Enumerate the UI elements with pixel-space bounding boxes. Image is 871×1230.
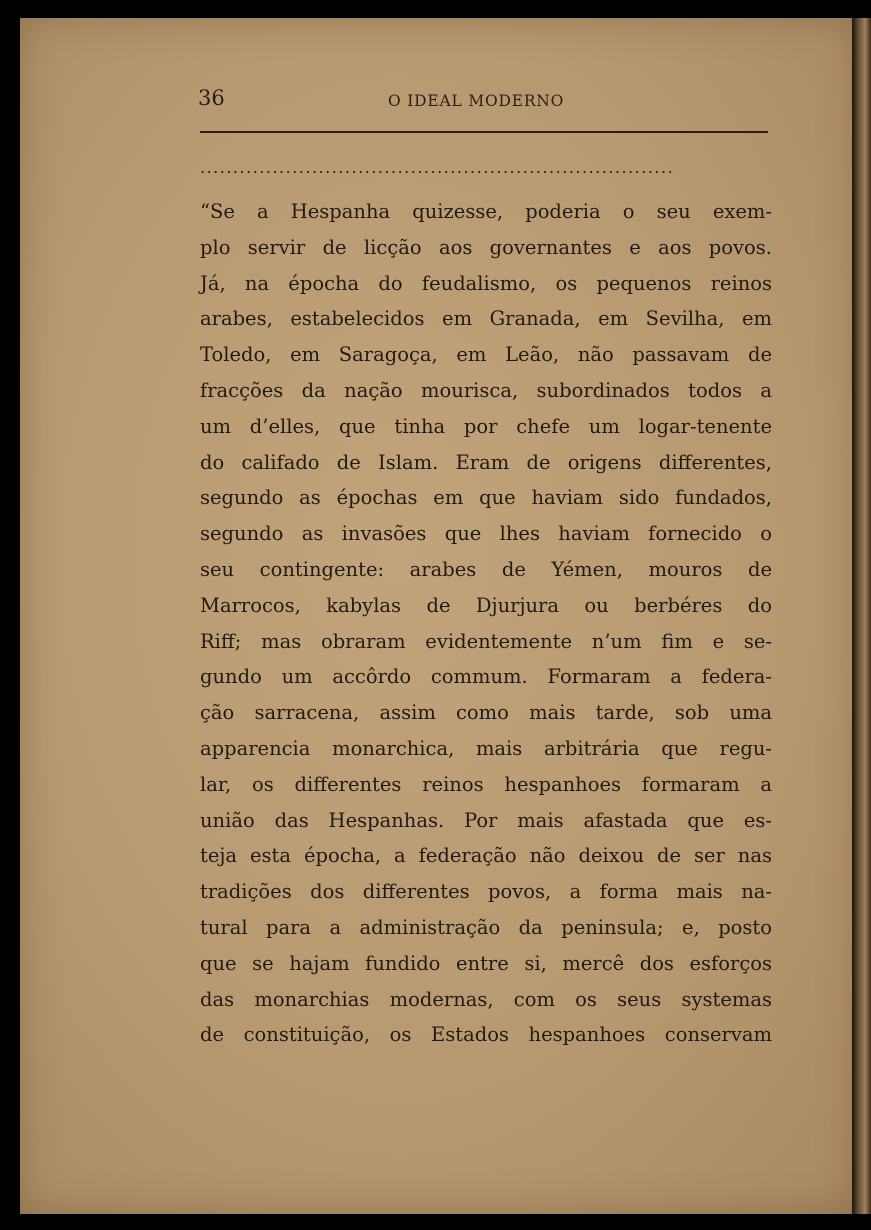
text-line: plo servir de licção aos governantes e aos povos.: [200, 235, 772, 259]
text-line: segundo as invasões que lhes haviam fornecido o: [200, 522, 772, 546]
text-line: Já, na épocha do feudalismo, os pequenos reinos: [200, 271, 772, 295]
text-line: lar, os differentes reinos hespanhoes formaram a: [200, 772, 772, 796]
text-line: teja esta épocha, a federação não deixou de ser nas: [200, 844, 772, 868]
text-line: de constituição, os Estados hespanhoes conservam: [200, 1023, 772, 1047]
page-header: [180, 76, 768, 116]
header-rule: [200, 131, 768, 133]
page-number: 36: [198, 86, 225, 110]
text-line: ção sarracena, assim como mais tarde, sob uma: [200, 701, 772, 725]
text-line: das monarchias modernas, com os seus systemas: [200, 987, 772, 1011]
text-line: arabes, estabelecidos em Granada, em Sevilha, em: [200, 307, 772, 331]
text-line: tural para a administração da peninsula; e, posto: [200, 915, 772, 939]
elided-text-dots: ........................................................................: [200, 158, 675, 177]
text-line: fracções da nação mourisca, subordinados todos a: [200, 378, 772, 402]
page-edge: [852, 18, 871, 1214]
text-line: apparencia monarchica, mais arbitrária que regu-: [200, 736, 772, 760]
text-line: um d’elles, que tinha por chefe um logar-tenente: [200, 414, 772, 438]
text-line: união das Hespanhas. Por mais afastada que es-: [200, 808, 772, 832]
text-line: “Se a Hespanha quizesse, poderia o seu exem-: [200, 200, 772, 223]
text-line: Marrocos, kabylas de Djurjura ou berbéres do: [200, 593, 772, 617]
running-title: O IDEAL MODERNO: [388, 92, 565, 110]
text-line: Riff; mas obraram evidentemente n’um fim e se-: [200, 629, 772, 653]
body-text: [200, 194, 772, 1053]
text-line: segundo as épochas em que haviam sido fundados,: [200, 486, 772, 510]
text-line: que se hajam fundido entre si, mercê dos esforços: [200, 951, 772, 975]
text-line: seu contingente: arabes de Yémen, mouros de: [200, 557, 772, 581]
text-line: do califado de Islam. Eram de origens differentes,: [200, 450, 772, 474]
text-line: gundo um accôrdo commum. Formaram a federa-: [200, 665, 772, 689]
text-line: Toledo, em Saragoça, em Leão, não passavam de: [200, 343, 772, 367]
text-line: tradições dos differentes povos, a forma mais na-: [200, 880, 772, 904]
